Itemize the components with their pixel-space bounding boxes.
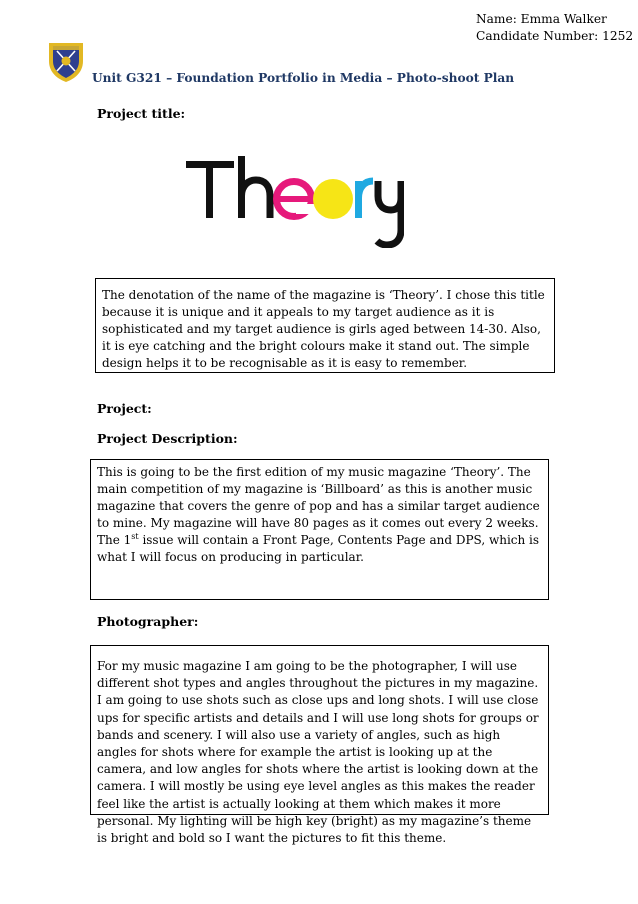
project-description-text	[97, 464, 542, 566]
photographer-label: Photographer:	[97, 614, 199, 629]
project-description-box	[90, 459, 549, 600]
project-description-part2: issue will contain a Front Page, Contents Page and DPS, which is what I will focus on producing in particular.	[97, 533, 540, 564]
candidate-number: Candidate Number: 1252	[476, 29, 634, 43]
theory-logo	[184, 152, 404, 248]
project-label: Project:	[97, 401, 152, 416]
school-crest-icon	[47, 41, 85, 83]
project-title-label: Project title:	[97, 106, 186, 121]
title-denotation-text: The denotation of the name of the magazine is ‘Theory’. I chose this title because it is unique and it appeals to my target audience as it is sophisticated and my target audience is girls aged between 14-30. Also, it is eye catching and the bright colours make it stand out. The simple design helps it to be recognisable as it is easy to remember.	[102, 288, 545, 370]
photographer-text: For my music magazine I am going to be the photographer, I will use different shot types and angles throughout the pictures in my magazine. I am going to use shots such as close ups and long shots. I will use close ups for specific artists and details and I will use long shots for groups or bands and scenery. I will also use a variety of angles, such as high angles for shots where for example the artist is looking up at the camera, and low angles for shots where the artist is looking down at the camera. I will mostly be using eye level angles as this makes the reader feel like the artist is actually looking at them which makes it more personal. My lighting will be high key (bright) as my magazine’s theme is bright and bold so I want the pictures to fit this theme.	[97, 659, 539, 846]
unit-title: Unit G321 – Foundation Portfolio in Media – Photo-shoot Plan	[92, 71, 515, 85]
candidate-name: Name: Emma Walker	[476, 12, 607, 26]
project-description-part1: This is going to be the first edition of my music magazine ‘Theory’. The main competition of my magazine is ‘Billboard’ as this is another music magazine that covers the genre of pop and has a similar target audience to mine. My magazine will have 80 pages as it comes out every 2 weeks. The 1	[97, 465, 540, 547]
project-description-label: Project Description:	[97, 431, 238, 446]
photographer-box	[90, 645, 549, 846]
candidate-info	[476, 11, 633, 45]
superscript-st: st	[131, 532, 139, 541]
title-denotation-box	[95, 278, 555, 373]
